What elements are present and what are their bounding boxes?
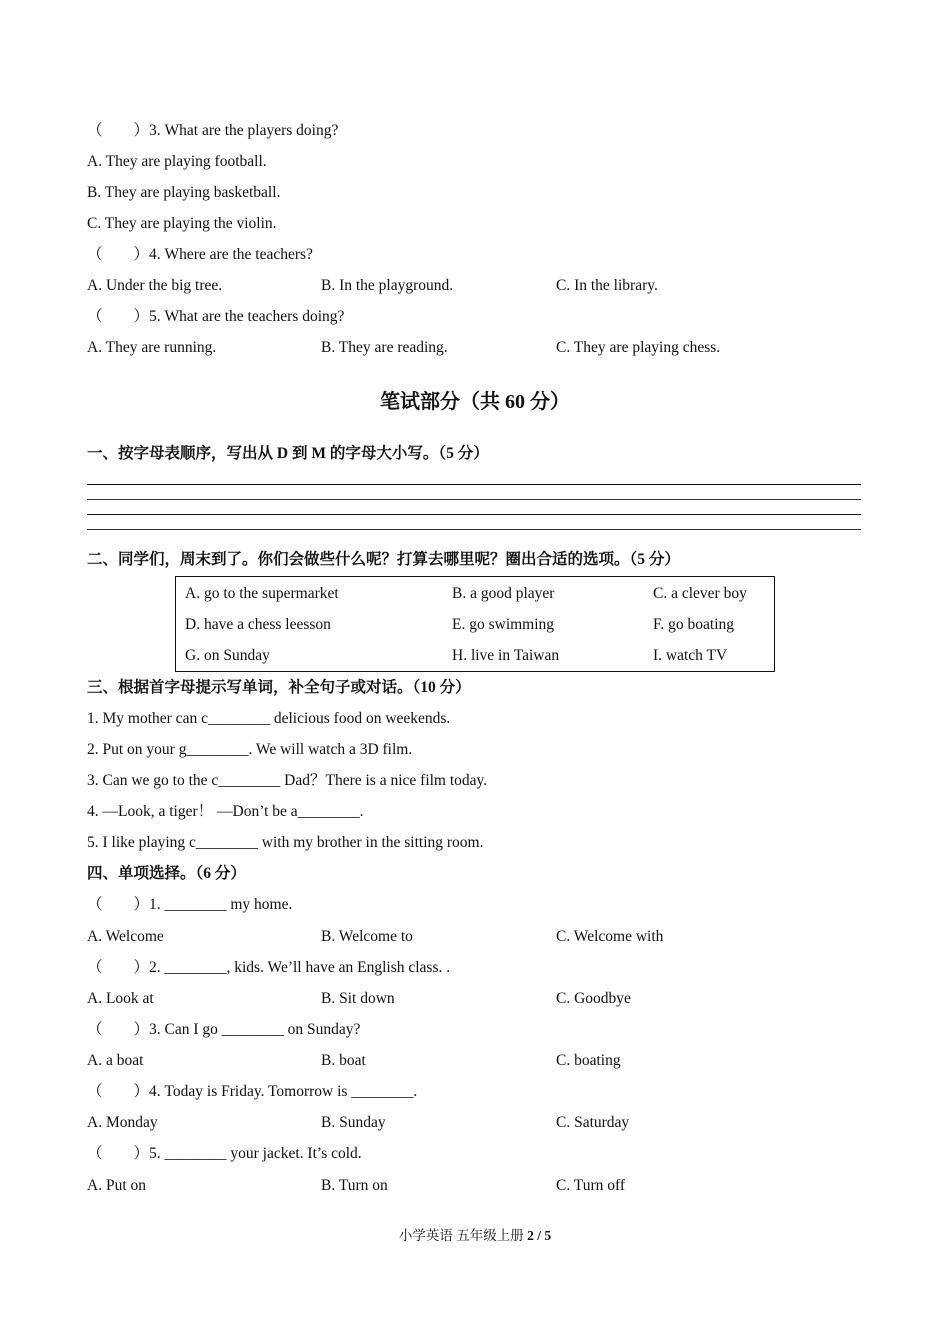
option-d[interactable]: D. have a chess leesson [185, 616, 331, 633]
writing-line [87, 529, 861, 530]
mcq-option-b: B. Sit down [321, 990, 395, 1007]
mcq-option-c: C. Welcome with [556, 928, 664, 945]
listening-q4-option-a: A. Under the big tree. [87, 277, 223, 294]
fill-in-item: 5. I like playing c________ with my brother in the sitting room. [87, 834, 484, 851]
fill-in-item: 4. —Look, a tiger！ —Don’t be a________. [87, 803, 364, 820]
fill-in-item: 2. Put on your g________. We will watch a 3D film. [87, 741, 413, 758]
mcq-option-b: B. boat [321, 1052, 366, 1069]
mcq-option-c: C. Turn off [556, 1177, 626, 1194]
mcq-option-c: C. Saturday [556, 1114, 630, 1131]
option-c[interactable]: C. a clever boy [653, 585, 747, 602]
listening-q4-option-c: C. In the library. [556, 277, 658, 294]
mcq-option-b: B. Turn on [321, 1177, 388, 1194]
written-part-title: 笔试部分（共 60 分） [380, 391, 570, 413]
fill-in-item: 1. My mother can c________ delicious food on weekends. [87, 710, 451, 727]
mcq-stem: （ ）5. ________ your jacket. It’s cold. [87, 1145, 362, 1162]
section2-heading: 二、同学们，周末到了。你们会做些什么呢？打算去哪里呢？圈出合适的选项。（5 分） [87, 551, 680, 568]
mcq-option-b: B. Welcome to [321, 928, 413, 945]
mcq-option-a: A. Welcome [87, 928, 164, 945]
mcq-option-b: B. Sunday [321, 1114, 386, 1131]
mcq-stem: （ ）1. ________ my home. [87, 896, 293, 913]
page-footer [0, 1228, 950, 1244]
listening-q3-option-c: C. They are playing the violin. [87, 215, 277, 232]
footer-subject: 小学英语 五年级上册 [398, 1228, 524, 1243]
page-number: 2 [527, 1228, 534, 1243]
section3-heading: 三、根据首字母提示写单词，补全句子或对话。（10 分） [87, 679, 471, 696]
fill-in-item: 3. Can we go to the c________ Dad？There is a nice film today. [87, 772, 488, 789]
listening-q3-option-a: A. They are playing football. [87, 153, 267, 170]
option-f[interactable]: F. go boating [653, 616, 734, 633]
listening-q3-option-b: B. They are playing basketball. [87, 184, 281, 201]
options-box [175, 576, 775, 672]
mcq-option-a: A. Monday [87, 1114, 158, 1131]
page-total: 5 [544, 1228, 552, 1243]
listening-q3-stem: （ ）3. What are the players doing? [87, 122, 339, 139]
mcq-option-c: C. Goodbye [556, 990, 631, 1007]
listening-q5-stem: （ ）5. What are the teachers doing? [87, 308, 345, 325]
mcq-stem: （ ）3. Can I go ________ on Sunday? [87, 1021, 361, 1038]
option-b[interactable]: B. a good player [452, 585, 555, 602]
option-h[interactable]: H. live in Taiwan [452, 647, 560, 664]
option-g[interactable]: G. on Sunday [185, 647, 270, 664]
listening-q4-option-b: B. In the playground. [321, 277, 454, 294]
listening-q4-stem: （ ）4. Where are the teachers? [87, 246, 313, 263]
listening-q5-option-c: C. They are playing chess. [556, 339, 721, 356]
option-i[interactable]: I. watch TV [653, 647, 728, 664]
page-separator: / [537, 1228, 541, 1243]
mcq-stem: （ ）4. Today is Friday. Tomorrow is ________. [87, 1083, 418, 1100]
mcq-stem: （ ）2. ________, kids. We’ll have an English class. . [87, 959, 451, 976]
mcq-option-a: A. a boat [87, 1052, 144, 1069]
option-e[interactable]: E. go swimming [452, 616, 555, 633]
mcq-option-a: A. Put on [87, 1177, 146, 1194]
section1-heading: 一、按字母表顺序，写出从 D 到 M 的字母大小写。（5 分） [87, 445, 489, 462]
listening-q5-option-b: B. They are reading. [321, 339, 448, 356]
writing-line [87, 499, 861, 500]
writing-line [87, 484, 861, 485]
mcq-option-c: C. boating [556, 1052, 621, 1069]
option-a[interactable]: A. go to the supermarket [185, 585, 339, 602]
writing-line [87, 514, 861, 515]
mcq-option-a: A. Look at [87, 990, 154, 1007]
listening-q5-option-a: A. They are running. [87, 339, 217, 356]
section4-heading: 四、单项选择。（6 分） [87, 865, 246, 882]
